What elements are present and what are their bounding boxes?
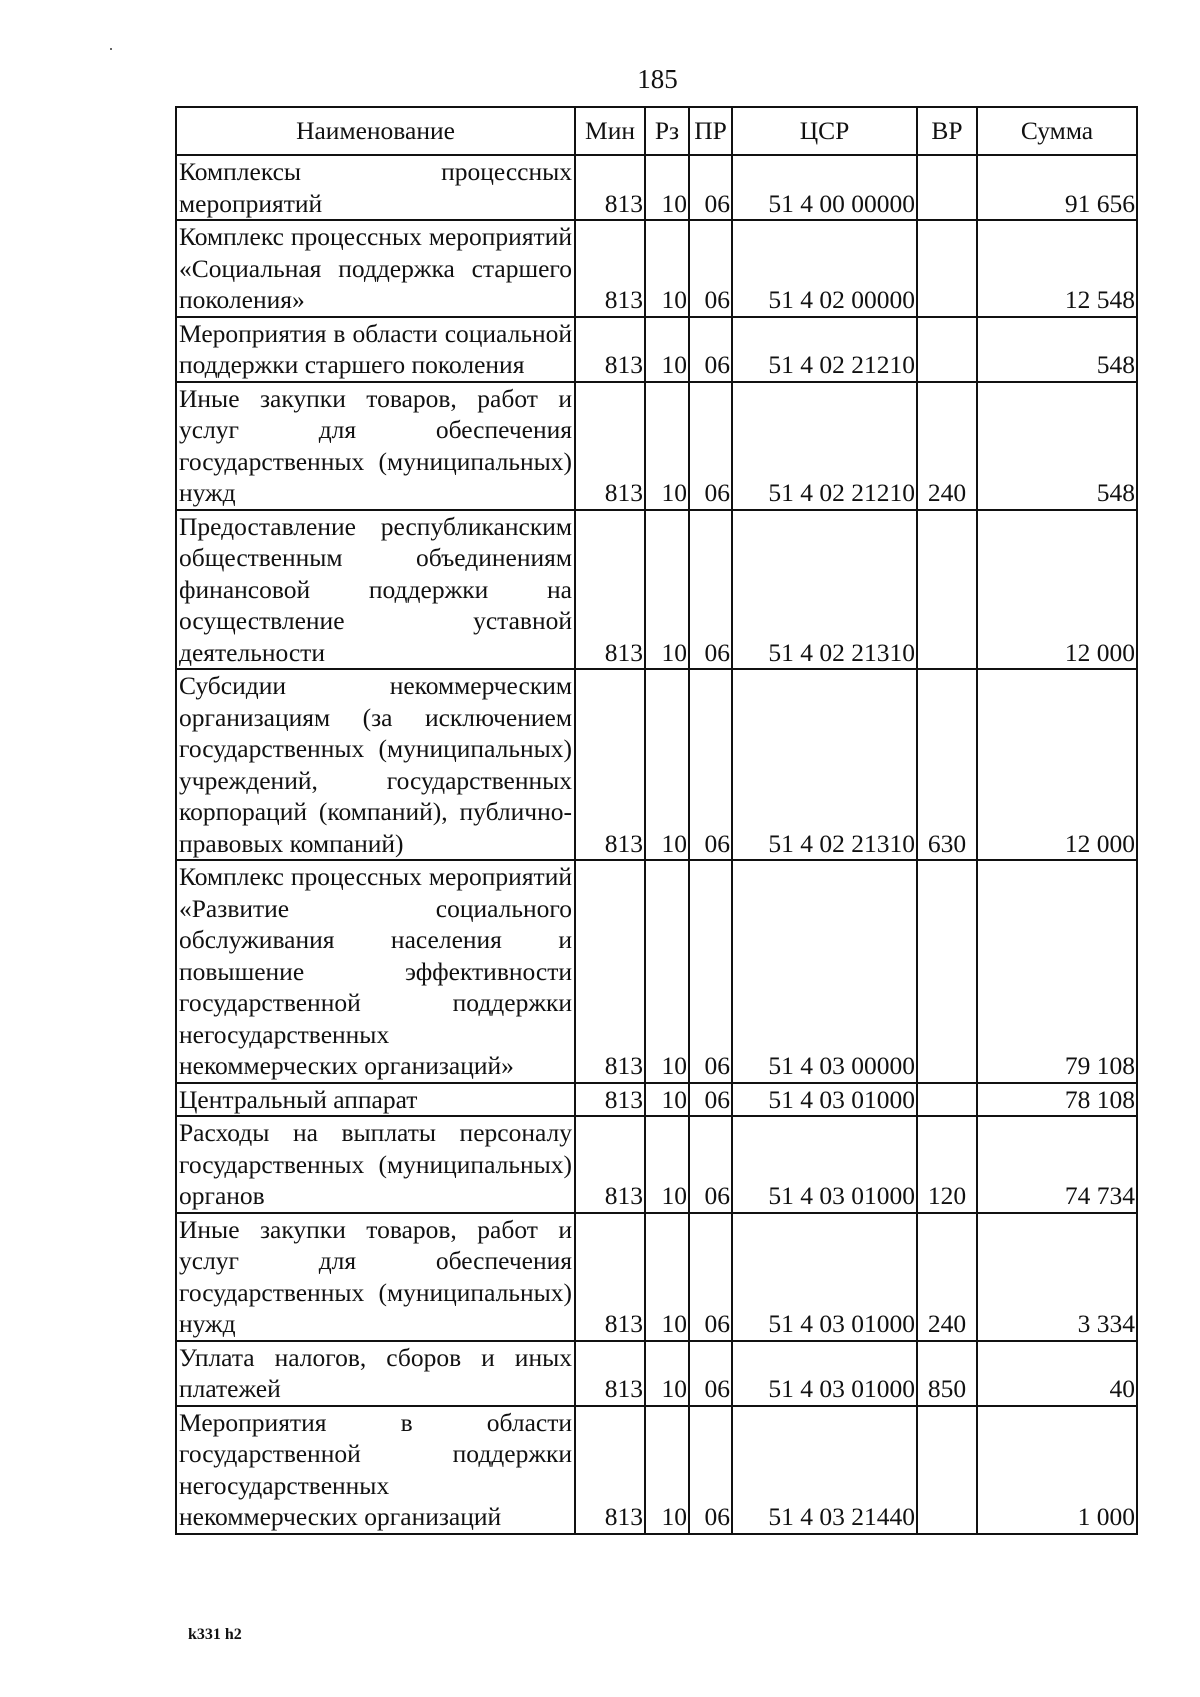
row-vr: 630 <box>917 669 977 860</box>
row-sum: 548 <box>977 382 1137 510</box>
row-sum: 12 548 <box>977 220 1137 317</box>
header-pr: ПР <box>689 107 732 155</box>
row-min: 813 <box>575 669 645 860</box>
table-row <box>176 155 1137 220</box>
row-name: Комплекс процессных мероприятий «Социальная поддержка старшего поколения» <box>176 220 575 317</box>
row-sum: 3 334 <box>977 1213 1137 1341</box>
row-csr: 51 4 03 01000 <box>732 1213 917 1341</box>
row-name: Комплекс процессных мероприятий «Развитие социального обслуживания населения и повышение эффективности государственной поддержки негосударственных некоммерческих организаций» <box>176 860 575 1083</box>
row-pr: 06 <box>689 1083 732 1117</box>
row-vr <box>917 1083 977 1117</box>
row-min: 813 <box>575 860 645 1083</box>
row-pr: 06 <box>689 220 732 317</box>
row-vr <box>917 1406 977 1534</box>
row-rz: 10 <box>645 1083 689 1117</box>
row-vr <box>917 510 977 670</box>
header-csr: ЦСР <box>732 107 917 155</box>
row-sum: 1 000 <box>977 1406 1137 1534</box>
table-row <box>176 1213 1137 1341</box>
row-pr: 06 <box>689 1341 732 1406</box>
row-sum: 40 <box>977 1341 1137 1406</box>
row-vr: 850 <box>917 1341 977 1406</box>
table-row <box>176 317 1137 382</box>
row-csr: 51 4 02 21210 <box>732 317 917 382</box>
row-sum: 79 108 <box>977 860 1137 1083</box>
header-rz: Рз <box>645 107 689 155</box>
row-name: Комплексы процессных мероприятий <box>176 155 575 220</box>
row-min: 813 <box>575 382 645 510</box>
table-row <box>176 1341 1137 1406</box>
row-name: Субсидии некоммерческим организациям (за исключением государственных (муниципальных) учреждений, государственных корпораций (компаний), публично-правовых компаний) <box>176 669 575 860</box>
row-min: 813 <box>575 317 645 382</box>
row-rz: 10 <box>645 155 689 220</box>
row-rz: 10 <box>645 669 689 860</box>
row-pr: 06 <box>689 1116 732 1213</box>
row-pr: 06 <box>689 382 732 510</box>
row-name: Иные закупки товаров, работ и услуг для обеспечения государственных (муниципальных) нужд <box>176 1213 575 1341</box>
row-sum: 12 000 <box>977 669 1137 860</box>
row-name: Центральный аппарат <box>176 1083 575 1117</box>
table-row <box>176 1406 1137 1534</box>
row-name: Мероприятия в области государственной поддержки негосударственных некоммерческих организаций <box>176 1406 575 1534</box>
row-csr: 51 4 02 21310 <box>732 510 917 670</box>
header-name: Наименование <box>176 107 575 155</box>
row-vr <box>917 155 977 220</box>
header-vr: ВР <box>917 107 977 155</box>
row-min: 813 <box>575 1083 645 1117</box>
row-csr: 51 4 00 00000 <box>732 155 917 220</box>
row-sum: 548 <box>977 317 1137 382</box>
row-rz: 10 <box>645 1406 689 1534</box>
row-vr <box>917 860 977 1083</box>
header-min: Мин <box>575 107 645 155</box>
row-pr: 06 <box>689 1213 732 1341</box>
row-csr: 51 4 03 01000 <box>732 1116 917 1213</box>
row-name: Предоставление республиканским общественным объединениям финансовой поддержки на осуществление уставной деятельности <box>176 510 575 670</box>
row-pr: 06 <box>689 1406 732 1534</box>
table-row <box>176 382 1137 510</box>
row-min: 813 <box>575 1341 645 1406</box>
row-min: 813 <box>575 1116 645 1213</box>
row-rz: 10 <box>645 317 689 382</box>
table-row <box>176 220 1137 317</box>
row-pr: 06 <box>689 510 732 670</box>
table-row <box>176 669 1137 860</box>
budget-table <box>175 106 1138 1535</box>
row-vr: 240 <box>917 382 977 510</box>
row-vr <box>917 317 977 382</box>
row-min: 813 <box>575 220 645 317</box>
row-pr: 06 <box>689 317 732 382</box>
row-sum: 12 000 <box>977 510 1137 670</box>
footer-document-code: k331 h2 <box>188 1626 242 1643</box>
row-rz: 10 <box>645 510 689 670</box>
row-csr: 51 4 03 01000 <box>732 1341 917 1406</box>
row-name: Иные закупки товаров, работ и услуг для обеспечения государственных (муниципальных) нужд <box>176 382 575 510</box>
row-name: Мероприятия в области социальной поддержки старшего поколения <box>176 317 575 382</box>
row-min: 813 <box>575 155 645 220</box>
row-vr: 240 <box>917 1213 977 1341</box>
row-csr: 51 4 02 00000 <box>732 220 917 317</box>
row-rz: 10 <box>645 1341 689 1406</box>
table-row <box>176 1083 1137 1117</box>
row-csr: 51 4 03 21440 <box>732 1406 917 1534</box>
table-header-row <box>176 107 1137 155</box>
header-sum: Сумма <box>977 107 1137 155</box>
row-pr: 06 <box>689 860 732 1083</box>
row-rz: 10 <box>645 860 689 1083</box>
row-sum: 78 108 <box>977 1083 1137 1117</box>
row-csr: 51 4 02 21210 <box>732 382 917 510</box>
row-rz: 10 <box>645 1116 689 1213</box>
table-row <box>176 1116 1137 1213</box>
scan-artifact <box>110 48 112 50</box>
row-sum: 91 656 <box>977 155 1137 220</box>
row-min: 813 <box>575 1406 645 1534</box>
row-name: Расходы на выплаты персоналу государственных (муниципальных) органов <box>176 1116 575 1213</box>
row-min: 813 <box>575 1213 645 1341</box>
row-pr: 06 <box>689 155 732 220</box>
row-name: Уплата налогов, сборов и иных платежей <box>176 1341 575 1406</box>
row-rz: 10 <box>645 1213 689 1341</box>
table-row <box>176 860 1137 1083</box>
row-min: 813 <box>575 510 645 670</box>
page-number: 185 <box>637 64 678 94</box>
row-vr: 120 <box>917 1116 977 1213</box>
row-rz: 10 <box>645 382 689 510</box>
row-csr: 51 4 02 21310 <box>732 669 917 860</box>
row-pr: 06 <box>689 669 732 860</box>
row-rz: 10 <box>645 220 689 317</box>
row-sum: 74 734 <box>977 1116 1137 1213</box>
row-csr: 51 4 03 00000 <box>732 860 917 1083</box>
row-csr: 51 4 03 01000 <box>732 1083 917 1117</box>
table-row <box>176 510 1137 670</box>
row-vr <box>917 220 977 317</box>
